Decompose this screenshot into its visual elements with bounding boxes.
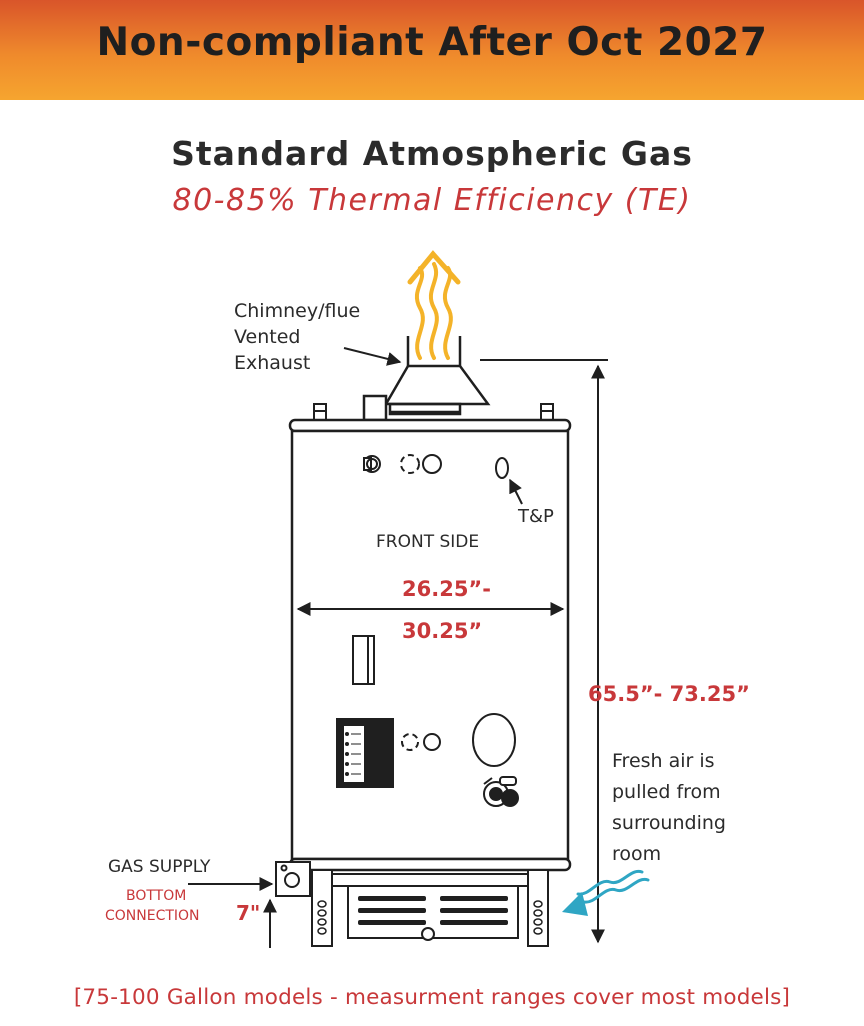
chimney-pipe — [364, 336, 488, 420]
diagram-title: Standard Atmospheric Gas — [171, 134, 693, 173]
leg-height-label: 7" — [236, 901, 261, 925]
fresh-air-label-4: room — [612, 843, 662, 865]
banner-title: Non-compliant After Oct 2027 — [96, 20, 768, 65]
air-flow-arrow-icon — [562, 871, 648, 916]
width-label-1: 26.25”- — [402, 577, 491, 601]
flame-exhaust-icon — [410, 254, 458, 358]
diagram-subtitle: 80-85% Thermal Efficiency (TE) — [172, 183, 692, 218]
tank-body — [290, 420, 570, 870]
gas-supply-label: GAS SUPPLY — [108, 857, 211, 877]
fresh-air-label-1: Fresh air is — [612, 750, 715, 772]
chimney-label-1: Chimney/flue — [234, 300, 361, 322]
footer-note: [75-100 Gallon models - measurment ranges cover most models] — [73, 985, 791, 1010]
gas-valve-icon — [484, 777, 518, 806]
height-label: 65.5”- 73.25” — [588, 682, 750, 706]
tp-label: T&P — [518, 506, 554, 527]
bottom-connection-label-1: BOTTOM — [126, 888, 187, 904]
tank-base — [312, 870, 548, 946]
chimney-label-3: Exhaust — [234, 352, 311, 374]
chimney-label-2: Vented — [234, 326, 301, 348]
gas-supply-box — [276, 862, 310, 896]
bottom-connection-label-2: CONNECTION — [105, 908, 200, 924]
fresh-air-label-2: pulled from — [612, 781, 721, 803]
chimney-pointer — [344, 348, 400, 362]
width-label-2: 30.25” — [402, 619, 483, 643]
control-box-icon — [336, 718, 394, 788]
access-panel — [353, 636, 374, 684]
front-side-label: FRONT SIDE — [376, 532, 480, 552]
fresh-air-label-3: surrounding — [612, 812, 726, 834]
